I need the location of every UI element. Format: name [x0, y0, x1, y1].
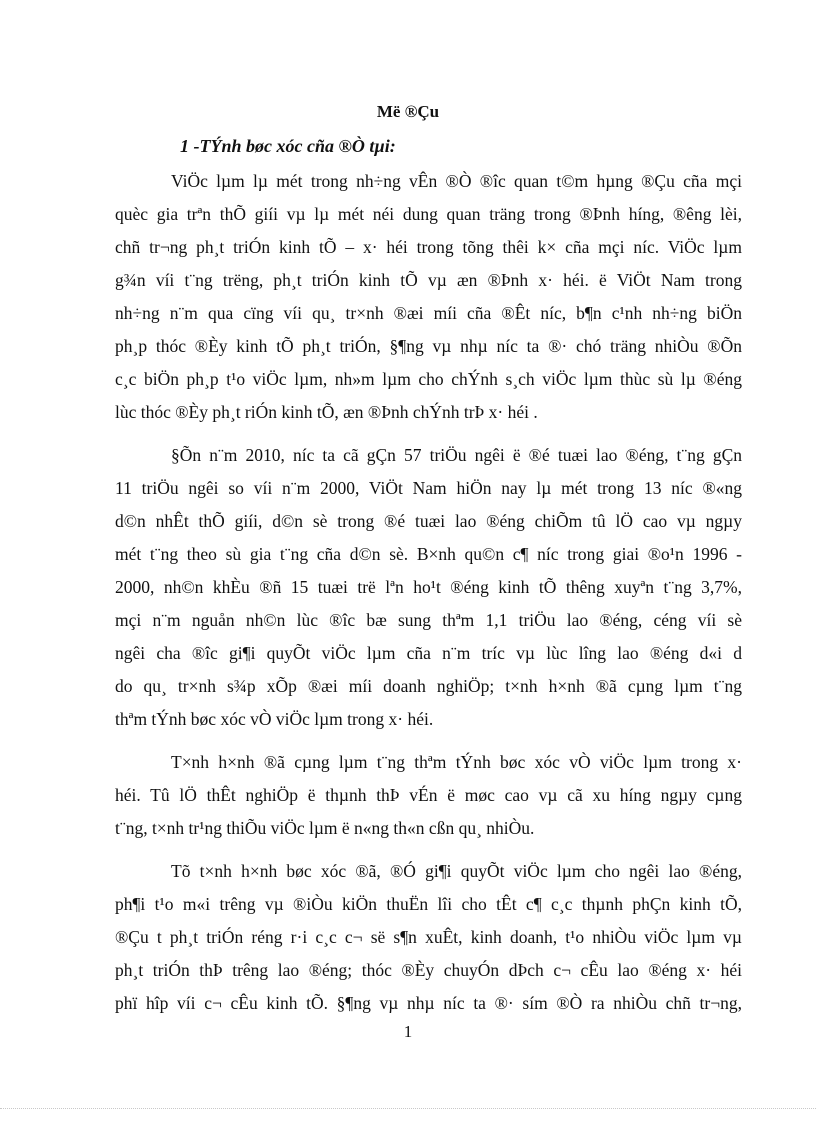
document-body — [115, 165, 742, 1020]
text-line: quèc gia trªn thÕ giíi vµ lµ mét néi dung quan träng trong ®Þnh híng, ®êng lèi, — [115, 204, 742, 224]
text-line: chñ tr¬ng ph¸t triÓn kinh tÕ – x· héi trong tõng thêi k× cña mçi níc. ViÖc lµm — [115, 237, 742, 257]
paragraph-1 — [115, 165, 742, 429]
text-line: T×nh h×nh ®ã cµng lµm t¨ng thªm tÝnh bøc xóc vÒ viÖc lµm trong x· — [171, 752, 742, 772]
paragraph-2 — [115, 439, 742, 736]
paragraph-spacer — [115, 736, 742, 746]
paragraph-spacer — [115, 429, 742, 439]
paragraph-3 — [115, 746, 742, 845]
text-line: ph¶i t¹o m«i trêng vµ ®iÒu kiÖn thuËn lîi cho tÊt c¶ c¸c thµnh phÇn kinh tÕ, — [115, 894, 742, 914]
section-heading: 1 -TÝnh bøc xóc cña ®Ò tµi: — [180, 136, 396, 156]
text-line: d©n nhÊt thÕ giíi, d©n sè trong ®é tuæi lao ®éng chiÕm tû lÖ cao vµ ngµy — [115, 511, 742, 531]
text-line: 11 triÖu ngêi so víi n¨m 2000, ViÖt Nam hiÖn nay lµ mét trong 13 níc ®«ng — [115, 478, 742, 498]
text-line: c¸c biÖn ph¸p t¹o viÖc lµm, nh»m lµm cho chÝnh s¸ch viÖc lµm thùc sù lµ ®éng — [115, 369, 742, 389]
paragraph-4 — [115, 855, 742, 1020]
text-line: §Õn n¨m 2010, níc ta cã gÇn 57 triÖu ngêi ë ®é tuæi lao ®éng, t¨ng gÇn — [171, 445, 742, 465]
text-line: ®Çu t ph¸t triÓn réng r·i c¸c c¬ së s¶n xuÊt, kinh doanh, t¹o nhiÒu viÖc lµm vµ — [115, 927, 742, 947]
text-line: Tõ t×nh h×nh bøc xóc ®ã, ®Ó gi¶i quyÕt viÖc lµm cho ngêi lao ®éng, — [171, 861, 742, 881]
text-line: ph¸t triÓn thÞ trêng lao ®éng; thóc ®Èy chuyÓn dÞch c¬ cÊu lao ®éng x· héi — [115, 960, 742, 980]
text-line: 2000, nh©n khÈu ®ñ 15 tuæi trë lªn ho¹t ®éng kinh tÕ thêng xuyªn t¨ng 3,7%, — [115, 577, 742, 597]
text-line: phï hîp víi c¬ cÊu kinh tÕ. §¶ng vµ nhµ níc ta ®· sím ®Ò ra nhiÒu chñ tr¬ng, — [115, 993, 742, 1013]
text-line: nh÷ng n¨m qua cïng víi qu¸ tr×nh ®æi míi cña ®Êt níc, b¶n c¹nh nh÷ng biÖn — [115, 303, 742, 323]
text-line: t¨ng, t×nh tr¹ng thiÕu viÖc lµm ë n«ng th«n cßn qu¸ nhiÒu. — [115, 818, 535, 838]
text-line: lùc thóc ®Èy ph¸t riÓn kinh tÕ, æn ®Þnh chÝnh trÞ x· héi . — [115, 402, 538, 422]
text-line: do qu¸ tr×nh s¾p xÕp ®æi míi doanh nghiÖp; t×nh h×nh ®ã cµng lµm t¨ng — [115, 676, 742, 696]
page-bottom-rule — [0, 1108, 816, 1109]
text-line: mét t¨ng theo sù gia t¨ng cña d©n sè. B×nh qu©n c¶ níc trong giai ®o¹n 1996 - — [115, 544, 742, 564]
text-line: thªm tÝnh bøc xóc vÒ viÖc lµm trong x· héi. — [115, 709, 434, 729]
text-line: mçi n¨m nguån nh©n lùc ®îc bæ sung thªm 1,1 triÖu lao ®éng, céng víi sè — [115, 610, 742, 630]
page-number: 1 — [403, 1022, 413, 1041]
paragraph-spacer — [115, 845, 742, 855]
document-title: Më ®Çu — [376, 102, 440, 121]
text-line: ViÖc lµm lµ mét trong nh÷ng vÊn ®Ò ®îc quan t©m hµng ®Çu cña mçi — [171, 171, 742, 191]
text-line: ngêi cha ®îc gi¶i quyÕt viÖc lµm cña n¨m tríc vµ lùc lîng lao ®éng d«i d — [115, 643, 742, 663]
text-line: héi. Tû lÖ thÊt nghiÖp ë thµnh thÞ vÉn ë møc cao vµ cã xu híng ngµy cµng — [115, 785, 742, 805]
text-line: g¾n víi t¨ng trëng, ph¸t triÓn kinh tÕ vµ æn ®Þnh x· héi. ë ViÖt Nam trong — [115, 270, 742, 290]
text-line: ph¸p thóc ®Èy kinh tÕ ph¸t triÓn, §¶ng vµ nhµ níc ta ®· chó träng nhiÒu ®Õn — [115, 336, 742, 356]
